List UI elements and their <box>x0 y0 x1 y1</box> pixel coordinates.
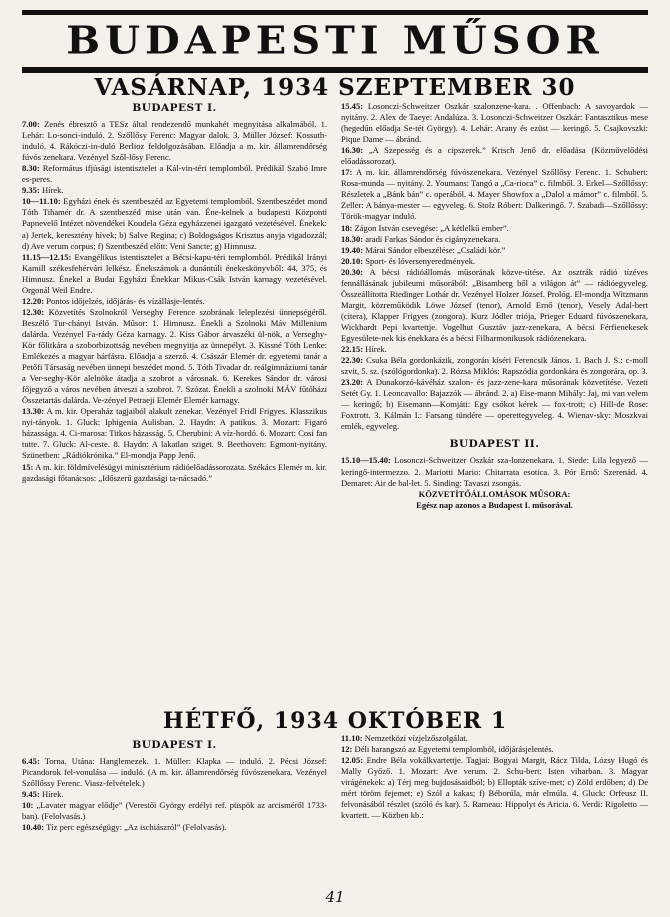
program-entry <box>341 455 648 488</box>
entry-text: Zágon István csevegése: „A kétlelkű ember”. <box>354 222 509 233</box>
entry-text: Református ifjúsági istentisztelet a Kál-vin-téri templomból. Prédikál Szabó Imre es-peres. <box>22 163 327 185</box>
entry-text: Egyházi ének és szentbeszéd az Egyetemi templomból. Szentbeszédet mond Tóth Tihamér dr. A szentbeszéd mise után van. Éne-kelnek a budapesti Központi Papnevelő Intézet növendékei Koudela Géza egyházzenei igazgató vezetésével. Énekek: a) Jertek, keresztény hívek; b) Salve Regina; c) Boldogságos Krisztus anyja vigadozzál; d) Ave verum corpus; f) Szentbeszéd előtt: Veni Sancte; g) Himnusz. <box>22 196 328 251</box>
day-heading-monday: HÉTFŐ, 1934 OKTÓBER 1 <box>162 708 508 734</box>
entry-time: 15: <box>22 461 34 472</box>
entry-text: aradi Farkas Sándor és cigányzenekara. <box>365 233 501 244</box>
program-entry <box>22 756 327 789</box>
entry-text: „A Szepesség és a cipszerek.” Krisch Jenő dr. előadása (Közművelődési előadássorozat). <box>341 145 648 167</box>
sunday-right-column <box>341 101 648 511</box>
program-entry <box>22 406 327 461</box>
entry-text: Csuka Béla gordonkázik, zongorán kíséri Ferencsik János. 1. Bach J. S.: c-moll szvit, 5. sz. (szólógordonka). 2. Rózsa Miklós: Rapszódia gordonkára és zongorára, op. 3. <box>341 355 648 377</box>
entry-text: Endre Béla vokálkvartettje. Tagjai: Bogyai Margit, Rácz Tilda, Lózsy Hugó és Mally Győző. 1. Mozart: Ave verum. 2. Schu-bert: Isten viharban. 3. Magyar virágénekek: a) Térj meg bujdosásaidból; b) Ellopták szíve-met; c) Zöld erdőben; d) De mért töröm fejemet; e) Szól a kakas; f) Béborúla, már elmúla. 4. Gluck: Orfeusz II. felvonásából részlet (szóló és kar). 5. Rameau: Hippolyt és Aricia. 6. Verdi: Rigoletto — kvartett. — Közben kb.: <box>341 755 648 821</box>
program-entry <box>22 185 327 196</box>
entry-text: Sport- és lóversenyeredmények. <box>365 255 476 266</box>
monday-right-column <box>341 733 648 821</box>
masthead-title: BUDAPESTI MŰSOR <box>66 18 604 63</box>
program-entry <box>22 800 327 822</box>
entry-time: 12.30: <box>22 306 45 317</box>
entry-text: A m. kir. Operaház tagjaiból alakult zenekar. Vezényel Fridl Frigyes. Klasszikus nyi-tányok. 1. Gluck: Iphigenia Aulisban. 2. Haydn: A patikus. 3. Mozart: Figaró házassága. 4. Ci-marosa: Titkos házasság. 5. Cherubini: A víz-hordó. 6. Mozart: Cosi fan tutte. 7. Gluck: Al-ceste. 8. Haydn: A lakatlan sziget. 9. Beethoven: Egmont-nyitány. Szünetben: „Rádiókrónika.” El-mondja Papp Jenő. <box>22 406 328 461</box>
program-entry <box>22 196 327 251</box>
program-entry <box>341 256 648 267</box>
program-entry <box>22 462 327 484</box>
program-entry <box>341 223 648 234</box>
entry-text: Tíz perc egészségügy: „Az ischiászról” (Felolvasás). <box>46 822 227 833</box>
section-title-budapest-1: BUDAPEST I. <box>132 739 217 751</box>
entry-time: 9.35: <box>22 185 40 196</box>
entry-time: 22.30: <box>341 355 364 366</box>
entry-time: 12: <box>341 744 353 755</box>
page-number: 41 <box>325 888 345 906</box>
entry-text: Közvetítés Szolnokról Verseghy Ference szobrának leleplezési ünnepségéről. Beszélő Tur-chányi István. Műsor: 1. Himnusz. Énekli a Szolnoki Máv Millenium dalárda. Vezényel Fa-rády Géza karnagy. 2. Kiss Gábor árvaszéki ül-nök, a Verseghy-Kör főlitkára a szoborbizottság nevében megnyitja az ünnepélyt. 3. Kissné Tóth Lenke: Emlékezés a magyar hárfásra. Előadja a szerző. 4. Császár Elemér dr. egyetemi tanár a Petőfi Társaság nevében ünnepi beszédet mond. 5. Tóth Tivadar dr. reálgimnáziumi tanár a Ver-seghy-Kör alelnöke átadja a szobrot a városnak. 6. Kerekes Sándor dr. városi főjegyző a város nevében átveszi a szobrot. 7. Szózat. Énekli a szolnoki MÁV fűtőházi Összetartás dalárda. Ve-zényel Petraeji Elemér Elemér karnagy. <box>22 306 328 406</box>
entry-text: A Dunakorzó-kávéház szalon- és jazz-zene-kara műsorának közvetítése. Vezeti Setét Gy. 1. Leoncavallo: Bajazzók — ábránd. 2. a) Eise-mann Mihály: Jaj, mi van velem — keringő; b) Eisemann—Komjáti: Egy csókot kérek — fox-trott; c) Hill-de Rose: Foxtrott. 3. Kálmán I.: Farsang tündére — operettegyveleg. 4. Wienav-sky: Moszkvai emlék, egyveleg. <box>341 377 648 432</box>
entry-time: 20.30: <box>341 266 364 277</box>
program-entry <box>22 307 327 406</box>
entry-time: 11.10: <box>341 733 363 743</box>
entry-time: 16.30: <box>341 145 364 156</box>
entry-text: Hírek. <box>41 185 64 196</box>
program-entry <box>341 744 648 755</box>
entry-text: A m. kir. államrendőrség fúvószenekara. Vezényel Szőllősy Ferenc. 1. Schubert: Rosa-munda — nyitány. 2. Youmans: Tangó a „Ca-rioca” c. filmből. 3. Erkel—Szőllőssy: Részletek a „Bánk bán” c. operából. 4. Mayer Showfox a „Dalol a mámor” c. filmből. 5. Zeller: A bánya-mester — egyveleg. 6. Stolz Róbert: Dalkeringő. 7. Szabadi—Szőllőssy: Török-magyar induló. <box>341 167 648 222</box>
relay-stations-title: KÖZVETÍTŐÁLLOMÁSOK MŰSORA: <box>418 488 571 499</box>
entry-time: 6.45: <box>22 756 40 767</box>
program-entry <box>341 245 648 256</box>
entry-text: Losonczi-Schweitzer Oszkár szalonzene-kara. . Offenbach: A savoyardok — nyitány. 2. Alex de Taeye: Andalúza. 3. Losonczi-Schweitzer Oszkár: Fantasztikus mese (hegedűn előadja Se-tét György). 4. Lehár: Arany és ezüst — keringő. 5. Csajkovszki: Pique Dame — ábránd. <box>341 101 648 145</box>
program-entry <box>22 252 327 296</box>
entry-time: 23.20: <box>341 377 364 388</box>
entry-time: 12.05: <box>341 755 364 766</box>
day-heading-sunday: VASÁRNAP, 1934 SZEPTEMBER 30 <box>94 74 576 101</box>
program-entry <box>341 733 648 744</box>
program-entry <box>341 355 648 377</box>
program-entry <box>341 234 648 245</box>
program-entry <box>341 167 648 222</box>
entry-time: 20.10: <box>341 255 364 266</box>
entry-text: Torna. Utána: Hanglemezek. 1. Müller: Klapka — induló. 2. Pécsi József: Picandorok fel-vonulása — induló. (A m. kir. államrendőrség fúvószenekara. Vezényel Szőllőssy Ferenc. Viasz-felvételek.) <box>22 756 328 789</box>
program-entry <box>22 163 327 185</box>
entry-time: 19.40: <box>341 244 364 255</box>
entry-time: 8.30: <box>22 163 40 174</box>
sunday-left-column <box>22 101 327 484</box>
entry-text: Déli harangszó az Egyetemi templomból, időjárásjelentés. <box>354 744 554 755</box>
program-entry <box>341 755 648 821</box>
entry-time: 18.30: <box>341 233 364 244</box>
program-entry <box>22 822 327 833</box>
entry-time: 12.20: <box>22 295 45 306</box>
entry-time: 13.30: <box>22 406 45 417</box>
entry-text: A m. kir. földmívelésügyi minisztérium rádióelőadássorozata. Székács Elemér m. kir. gazdasági főtanácsos: „Időszerű gazdasági ta-nácsadó.” <box>22 461 327 483</box>
monday-left-column <box>22 738 327 833</box>
entry-time: 11.15—12.15: <box>22 251 72 262</box>
program-entry <box>22 119 327 163</box>
section-title-budapest-2: BUDAPEST II. <box>449 438 540 451</box>
entry-text: Losonczi-Schweitzer Oszkár sza-lonzenekara. 1. Siede: Lila legyező — keringő-intermezzo. 2. Mariotti Mario: Chitarrata esotica. 3. Pór Ernő: Szerenád. 4. Demaret: Air de bal-let. 5. Sinding: Tavaszi zsongás. <box>341 455 648 488</box>
entry-time: 10.40: <box>22 822 45 833</box>
entry-text: Hírek. <box>41 789 64 800</box>
entry-text: Zenés ébresztő a TESz által rendezendő munkahét megnyitása alkalmából. 1. Lehár: Lo-sonci-induló. 2. Szőllősy Ferenc: Magyar dalok. 3. Müller József: Kossuth-induló. 4. Rákóczi-in-duló Berlioz feldolgozásában. Előadja a m. kir. államrendőrség fúvós zenekara. Vezényel Szől-lősy Ferenc. <box>22 119 327 163</box>
program-entry <box>341 145 648 167</box>
entry-time: 15.10—15.40: <box>341 455 391 466</box>
entry-time: 9.45: <box>22 789 40 800</box>
entry-text: „Lavater magyar elődje” (Verestői György erdélyi ref. püspök az arcisméről 1733-ban). (Felolvasás.) <box>22 800 327 822</box>
program-entry <box>341 267 648 344</box>
entry-time: 15.45: <box>341 101 364 111</box>
relay-stations-text: Egész nap azonos a Budapest I. műsorával. <box>416 499 573 510</box>
entry-time: 10: <box>22 800 34 811</box>
program-entry <box>341 377 648 432</box>
entry-text: Evangélikus istentisztelet a Bécsi-kapu-téri templomból. Prédikál Irányi Kamill székesfehérvári lelkész. Énekszámok a dunántúli énekeskönyvből: 44, 375, és Himnusz. Énekel a Budai Egyházi Énekkar Mikus-Csák István karnagy vezetésével. Orgonál Weil Endre. <box>22 251 327 295</box>
entry-time: 10—11.10: <box>22 196 61 207</box>
program-entry <box>341 101 648 145</box>
program-entry <box>22 296 327 307</box>
entry-text: Hírek. <box>365 344 387 355</box>
entry-time: 18: <box>341 222 353 233</box>
entry-text: Nemzetközi vízjelzőszolgálat. <box>364 733 468 743</box>
entry-text: Márai Sándor elbeszélése: „Családi kör.” <box>365 244 506 255</box>
entry-text: Pontos időjelzés, időjárás- és vízállásje-lentés. <box>46 295 205 306</box>
masthead <box>22 10 648 73</box>
program-entry <box>341 344 648 355</box>
section-title-budapest-1: BUDAPEST I. <box>132 102 217 114</box>
entry-time: 22.15: <box>341 344 364 355</box>
entry-text: A bécsi rádióállomás műsorának közve-títése. Az osztrák rádió tízéves fennállásának jubileumi műsorából: „Bisamberg ből a világon át” — rádióegyveleg. Összeállította Riedinger Lothár dr. Vezényel Holzer József. Prológ. El-mondja Witzmann Margit, közreműködik Löwe József (tenor), Arnold Ernő (tenor), Vesely Adal-bert (citera), Klapper Frigyes (zongora). Kurz Jódler triója, Prieger Eduard fúvószenekara, Wickhardt Pepi kvartettje. Vogelhut Gusztáv jazz-zenekara, A bécsi Férfienekesek Egyesülete-nek kis énekkara és a bécsi Filharmonikusok rádiózenekara. <box>341 266 648 343</box>
entry-time: 17: <box>341 167 353 178</box>
entry-time: 7.00: <box>22 119 40 130</box>
program-entry <box>22 789 327 800</box>
